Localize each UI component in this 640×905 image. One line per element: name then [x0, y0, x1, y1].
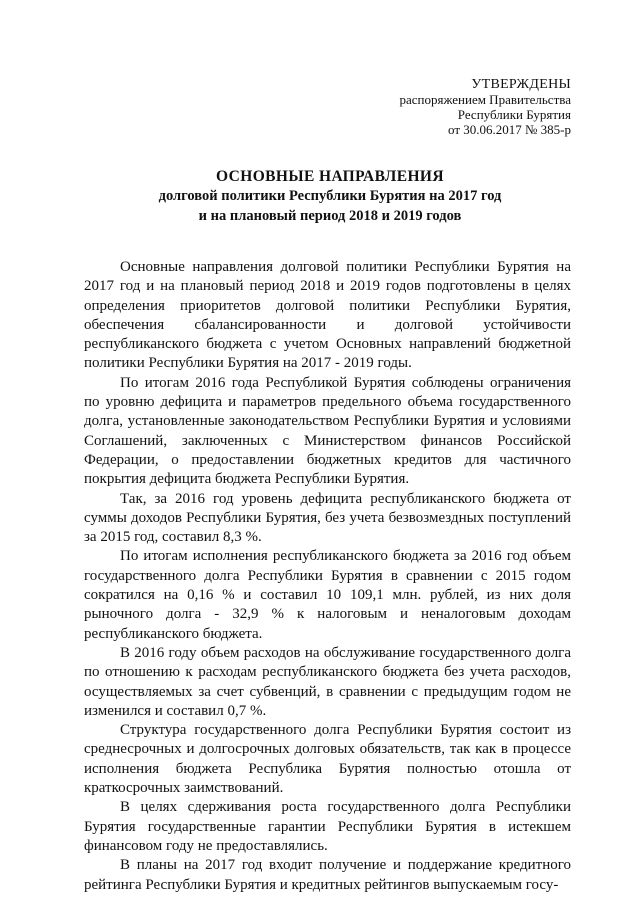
paragraph-results-2016: По итогам 2016 года Республикой Бурятия соблюдены ограничения по уровню дефицита и параметров предельного объема государственного долга, установленные законодательством Республики Бурятия и условиями Соглашений, заключенных с Министерством финансов Российской Федерации, о предоставлении бюджетных кредитов для частичного покрытия дефицита бюджета Республики Бурятия. — [84, 374, 571, 488]
document-body — [84, 258, 571, 895]
approval-block — [399, 77, 571, 137]
paragraph-plans-2017: В планы на 2017 год входит получение и поддержание кредитного рейтинга Республики Бурятия и кредитных рейтингов выпускаемым госу- — [84, 857, 571, 893]
approval-line-2: Республики Бурятия — [457, 107, 571, 122]
title-line-3: и на плановый период 2018 и 2019 годов — [198, 208, 462, 224]
approval-date-number: от 30.06.2017 № 385-р — [448, 122, 571, 137]
paragraph-guarantees: В целях сдерживания роста государственного долга Республики Бурятия государственные гарантии Республики Бурятия в истекшем финансовом году не предоставлялись. — [84, 799, 571, 854]
paragraph-debt-structure: Структура государственного долга Республики Бурятия состоит из среднесрочных и долгосрочных долговых обязательств, так как в процессе исполнения бюджета Республика Бурятия полностью отошла от краткосрочных заимствований. — [84, 722, 571, 797]
document-title — [0, 167, 640, 226]
paragraph-intro: Основные направления долговой политики Республики Бурятия на 2017 год и на плановый период 2018 и 2019 годов подготовлены в целях определения приоритетов долговой политики Республики Бурятия, обеспечения сбалансированности и долговой устойчивости республиканского бюджета с учетом Основных направлений бюджетной политики Республики Бурятия на 2017 - 2019 годы. — [84, 259, 571, 372]
title-line-1: ОСНОВНЫЕ НАПРАВЛЕНИЯ — [216, 168, 444, 185]
title-line-2: долговой политики Республики Бурятия на 2017 год — [158, 188, 502, 204]
approval-line-1: распоряжением Правительства — [399, 92, 571, 107]
paragraph-debt-volume: По итогам исполнения республиканского бюджета за 2016 год объем государственного долга Республики Бурятия в сравнении с 2015 годом сократился на 0,16 % и составил 10 109,1 млн. рублей, из них доля рыночного долга - 32,9 % к налоговым и неналоговым доходам республиканского бюджета. — [84, 548, 571, 642]
approval-heading: УТВЕРЖДЕНЫ — [471, 77, 571, 92]
paragraph-debt-service: В 2016 году объем расходов на обслуживание государственного долга по отношению к расходам республиканского бюджета без учета расходов, осуществляемых за счет субвенций, в сравнении с предыдущим годом не изменился и составил 0,7 %. — [84, 644, 571, 719]
paragraph-deficit: Так, за 2016 год уровень дефицита республиканского бюджета от суммы доходов Республики Бурятия, без учета безвозмездных поступлений за 2015 год, составил 8,3 %. — [84, 490, 571, 546]
